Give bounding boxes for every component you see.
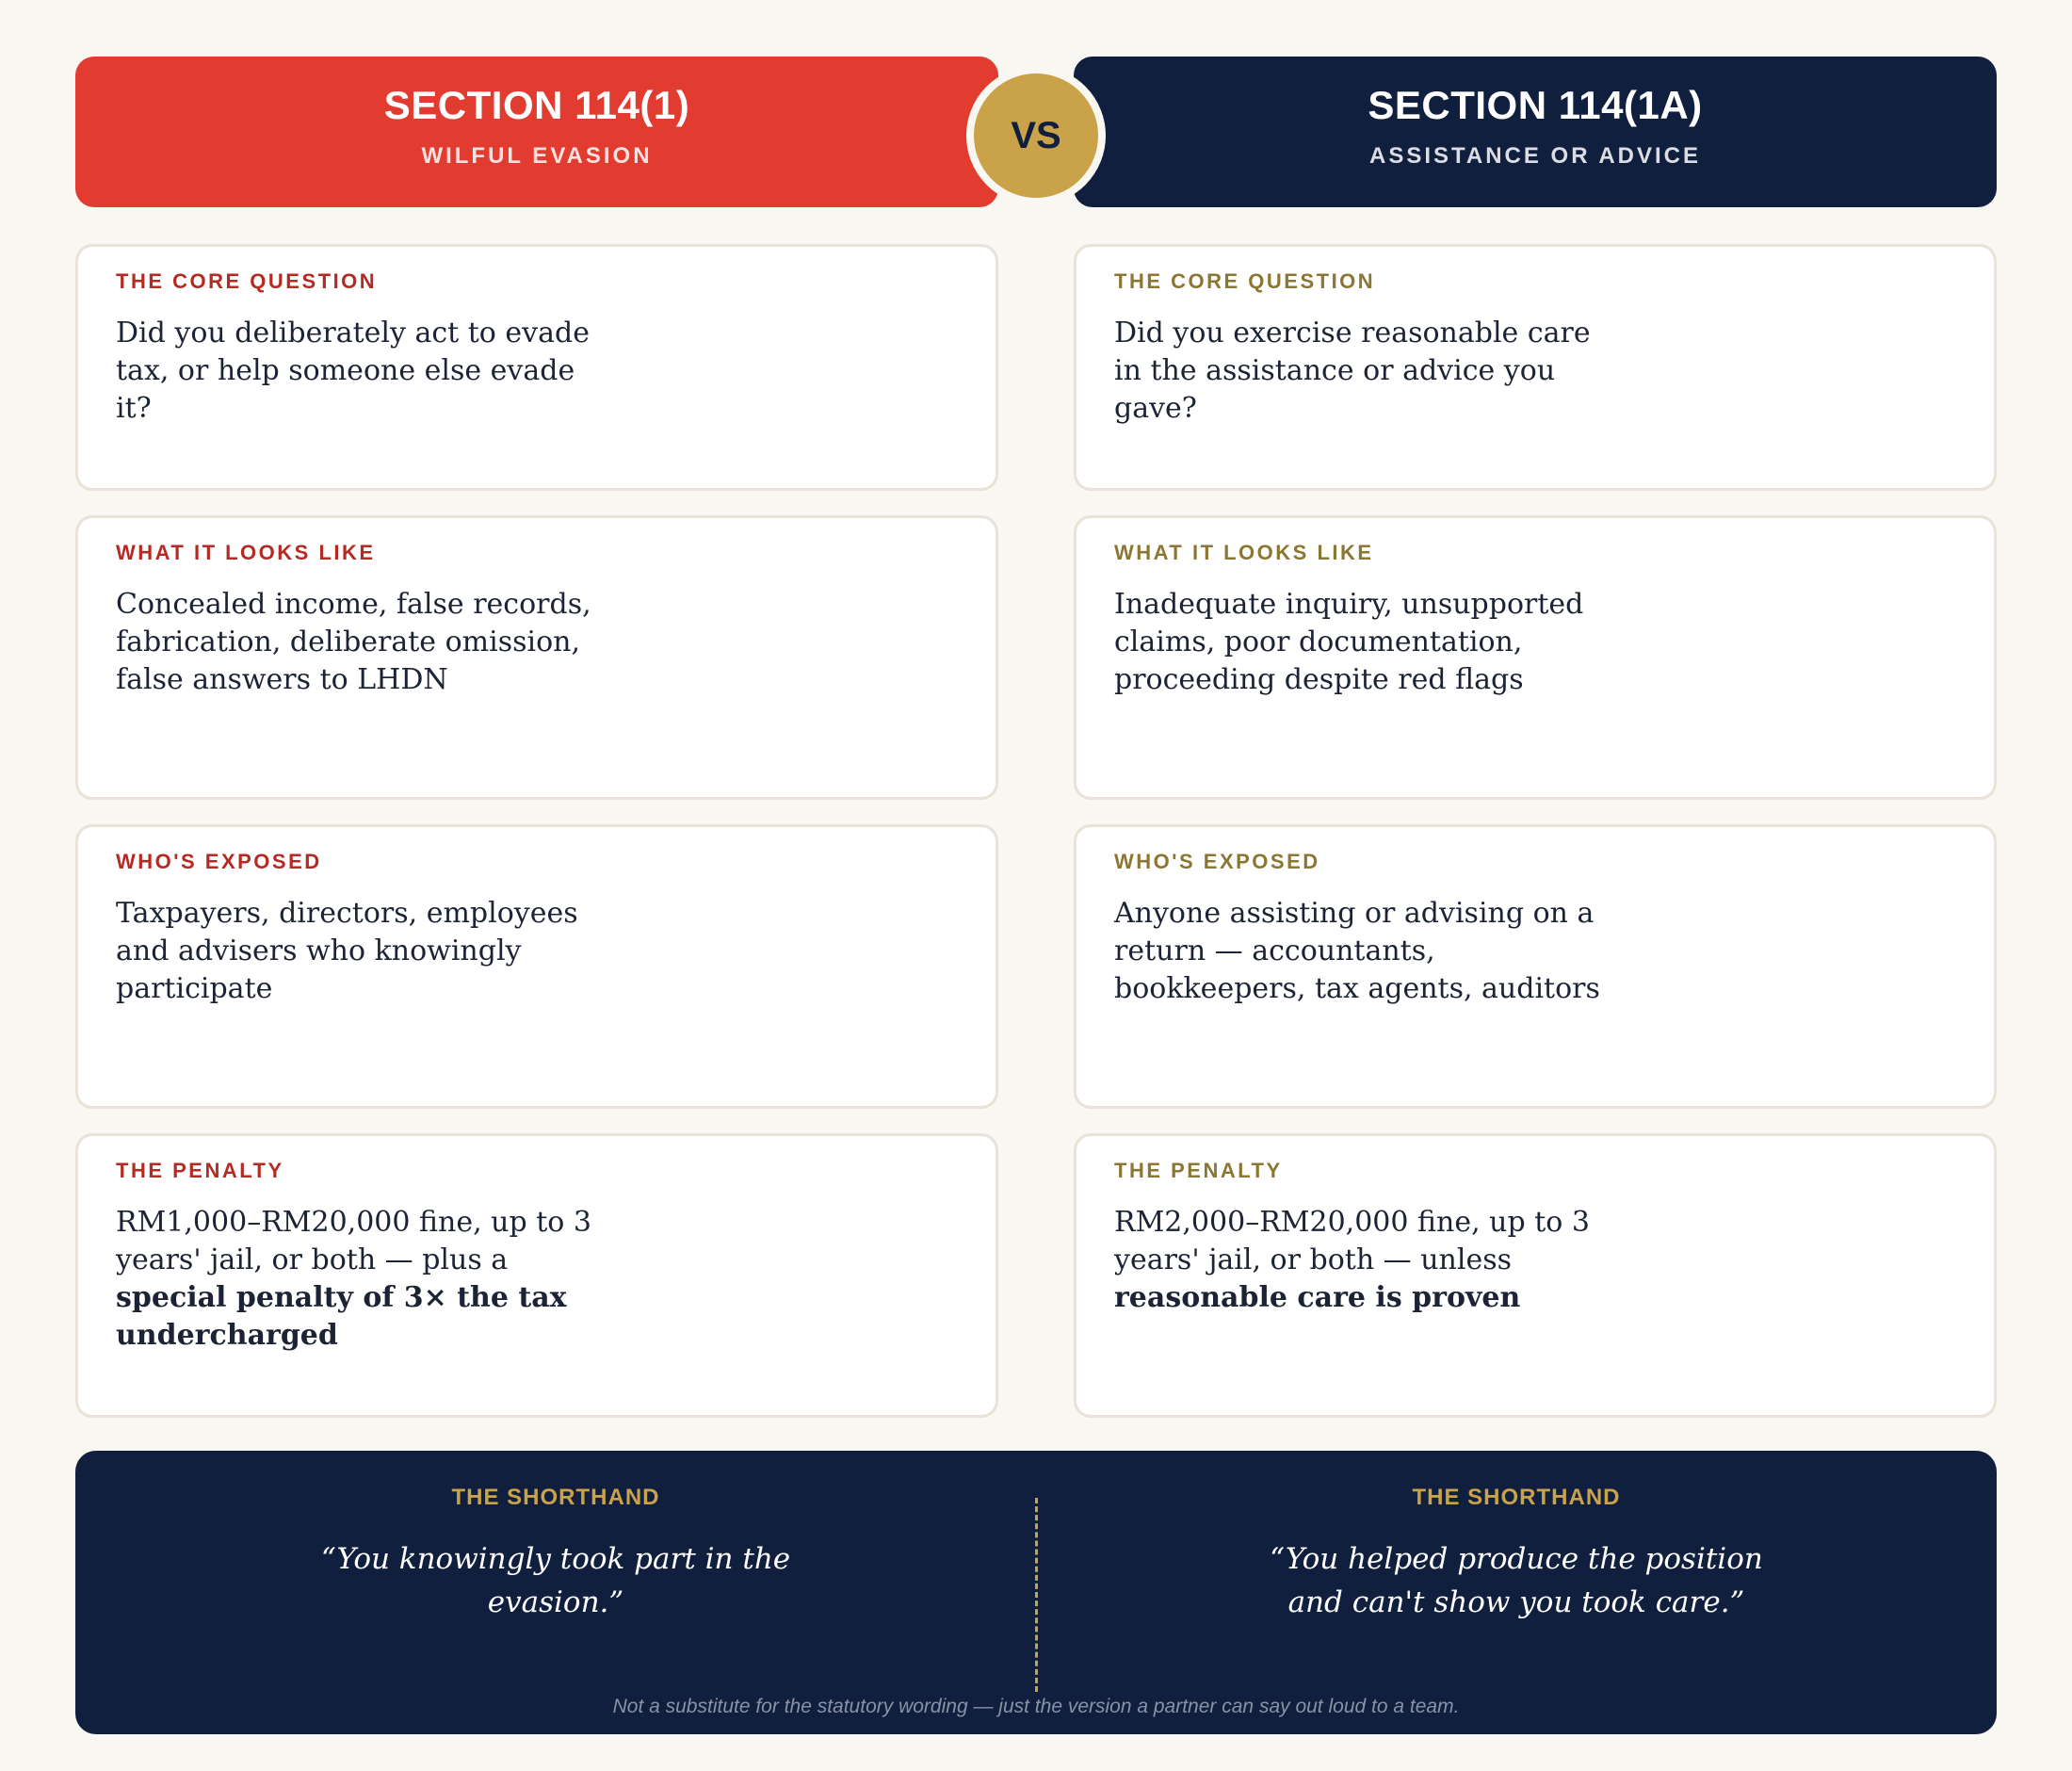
left-card-whos-exposed <box>75 824 998 1109</box>
left-card-core-question <box>75 244 998 491</box>
left-header-subtitle: WILFUL EVASION <box>421 143 653 169</box>
shorthand-quote: “You knowingly took part in the evasion.” <box>320 1542 791 1619</box>
right-card-penalty <box>1074 1133 1997 1418</box>
shorthand-quote: “You helped produce the position and can't show you took care.” <box>1270 1542 1763 1619</box>
left-shorthand <box>75 1485 1036 1624</box>
right-header-subtitle: ASSISTANCE OR ADVICE <box>1368 143 1702 169</box>
card-label: WHAT IT LOOKS LIKE <box>116 541 376 564</box>
card-body: Did you deliberately act to evade tax, or help someone else evade it? <box>116 317 590 425</box>
section-114-1-header <box>75 57 998 207</box>
shorthand-label: THE SHORTHAND <box>451 1485 660 1510</box>
card-label: THE CORE QUESTION <box>1114 269 1376 293</box>
card-body: Taxpayers, directors, employees and advisers who knowingly participate <box>116 897 578 1005</box>
vs-badge: VS <box>966 66 1106 205</box>
card-body: Anyone assisting or advising on a return — accountants, bookkeepers, tax agents, auditors <box>1114 897 1600 1005</box>
section-114-1a-header <box>1074 57 1997 207</box>
card-label: THE CORE QUESTION <box>116 269 378 293</box>
shorthand-panel <box>75 1451 1997 1734</box>
penalty-text: RM2,000–RM20,000 fine, up to 3 years' jail, or both — unless <box>1114 1206 1590 1276</box>
card-label: WHO'S EXPOSED <box>1114 850 1320 873</box>
left-card-what-it-looks-like <box>75 515 998 800</box>
card-body: Concealed income, false records, fabrication, deliberate omission, false answers to LHDN <box>116 588 591 696</box>
right-card-core-question <box>1074 244 1997 491</box>
card-label: WHAT IT LOOKS LIKE <box>1114 541 1374 564</box>
card-body <box>116 1204 606 1355</box>
right-header-title: SECTION 114(1A) <box>1368 83 1703 127</box>
penalty-emphasis: special penalty of 3× the tax undercharged <box>116 1281 567 1352</box>
card-body <box>1114 1204 1604 1317</box>
shorthand-label: THE SHORTHAND <box>1412 1485 1621 1510</box>
card-label: THE PENALTY <box>1114 1159 1283 1182</box>
right-shorthand <box>1036 1485 1997 1624</box>
penalty-text: RM1,000–RM20,000 fine, up to 3 years' jail, or both — plus a <box>116 1206 591 1276</box>
left-header-title: SECTION 114(1) <box>383 83 690 127</box>
right-card-what-it-looks-like <box>1074 515 1997 800</box>
card-label: WHO'S EXPOSED <box>116 850 322 873</box>
right-card-whos-exposed <box>1074 824 1997 1109</box>
left-card-penalty <box>75 1133 998 1418</box>
card-body: Did you exercise reasonable care in the assistance or advice you gave? <box>1114 317 1591 425</box>
card-body: Inadequate inquiry, unsupported claims, poor documentation, proceeding despite red flags <box>1114 588 1584 696</box>
penalty-emphasis: reasonable care is proven <box>1114 1281 1521 1314</box>
card-label: THE PENALTY <box>116 1159 284 1182</box>
footer-note: Not a substitute for the statutory wording — just the version a partner can say out loud to a team. <box>612 1696 1460 1717</box>
